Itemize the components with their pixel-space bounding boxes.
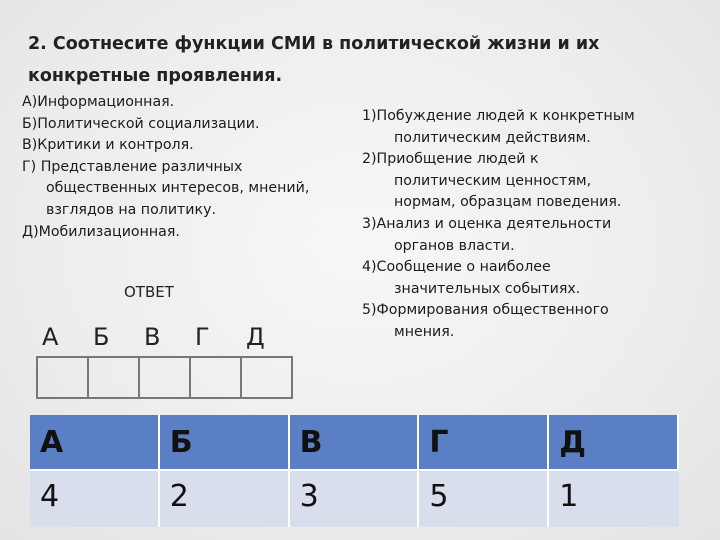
function-item-v: В)Критики и контроля. xyxy=(22,137,194,154)
manifestations-list xyxy=(362,106,712,344)
result-header-cell: Г xyxy=(419,415,549,471)
function-item-g-cont: взглядов на политику. xyxy=(46,201,217,218)
result-value-cell: 3 xyxy=(290,471,420,527)
answer-grid-blank xyxy=(190,357,241,398)
manifestation-item-5: 5)Формирования общественного xyxy=(362,302,609,319)
result-table xyxy=(30,415,679,527)
manifestation-item-2-cont: нормам, образцам поведения. xyxy=(394,194,622,211)
function-item-d: Д)Мобилизационная. xyxy=(22,223,180,240)
answer-grid-header: Д xyxy=(241,317,292,357)
answer-grid-blank xyxy=(139,357,190,398)
answer-grid-header: Г xyxy=(190,317,241,357)
result-value-cell: 1 xyxy=(549,471,679,527)
manifestation-item-1: 1)Побуждение людей к конкретным xyxy=(362,108,635,124)
function-item-g-cont: общественных интересов, мнений, xyxy=(46,180,310,197)
manifestation-item-2-cont: политическим ценностям, xyxy=(394,172,592,189)
result-header-cell: В xyxy=(290,415,420,471)
manifestation-item-3-cont: органов власти. xyxy=(394,237,515,254)
result-header-cell: А xyxy=(30,415,160,471)
answer-grid-header: Б xyxy=(88,317,139,357)
result-header-cell: Б xyxy=(160,415,290,471)
manifestation-item-3: 3)Анализ и оценка деятельности xyxy=(362,215,612,232)
function-item-b: Б)Политической социализации. xyxy=(22,115,260,132)
manifestation-item-4: 4)Сообщение о наиболее xyxy=(362,259,551,276)
answer-grid xyxy=(36,316,293,399)
answer-grid-blank xyxy=(241,357,292,398)
manifestation-item-2: 2)Приобщение людей к xyxy=(362,151,539,168)
answer-label: ОТВЕТ xyxy=(124,283,174,301)
result-value-cell: 5 xyxy=(419,471,549,527)
result-header-cell: Д xyxy=(549,415,679,471)
manifestation-item-4-cont: значительных событиях. xyxy=(394,280,581,297)
function-item-g: Г) Представление различных xyxy=(22,158,243,175)
result-value-cell: 4 xyxy=(30,471,160,527)
manifestation-item-5-cont: мнения. xyxy=(394,323,455,340)
function-item-a: А)Информационная. xyxy=(22,94,175,110)
answer-grid-blank xyxy=(37,357,88,398)
answer-grid-header: А xyxy=(37,317,88,357)
page-title: 2. Соотнесите функции СМИ в политической жизни и их конкретные проявления. xyxy=(28,34,600,86)
manifestation-item-1-cont: политическим действиям. xyxy=(394,129,591,146)
answer-grid-header: В xyxy=(139,317,190,357)
result-value-cell: 2 xyxy=(160,471,290,527)
functions-list xyxy=(22,92,362,243)
answer-grid-blank xyxy=(88,357,139,398)
